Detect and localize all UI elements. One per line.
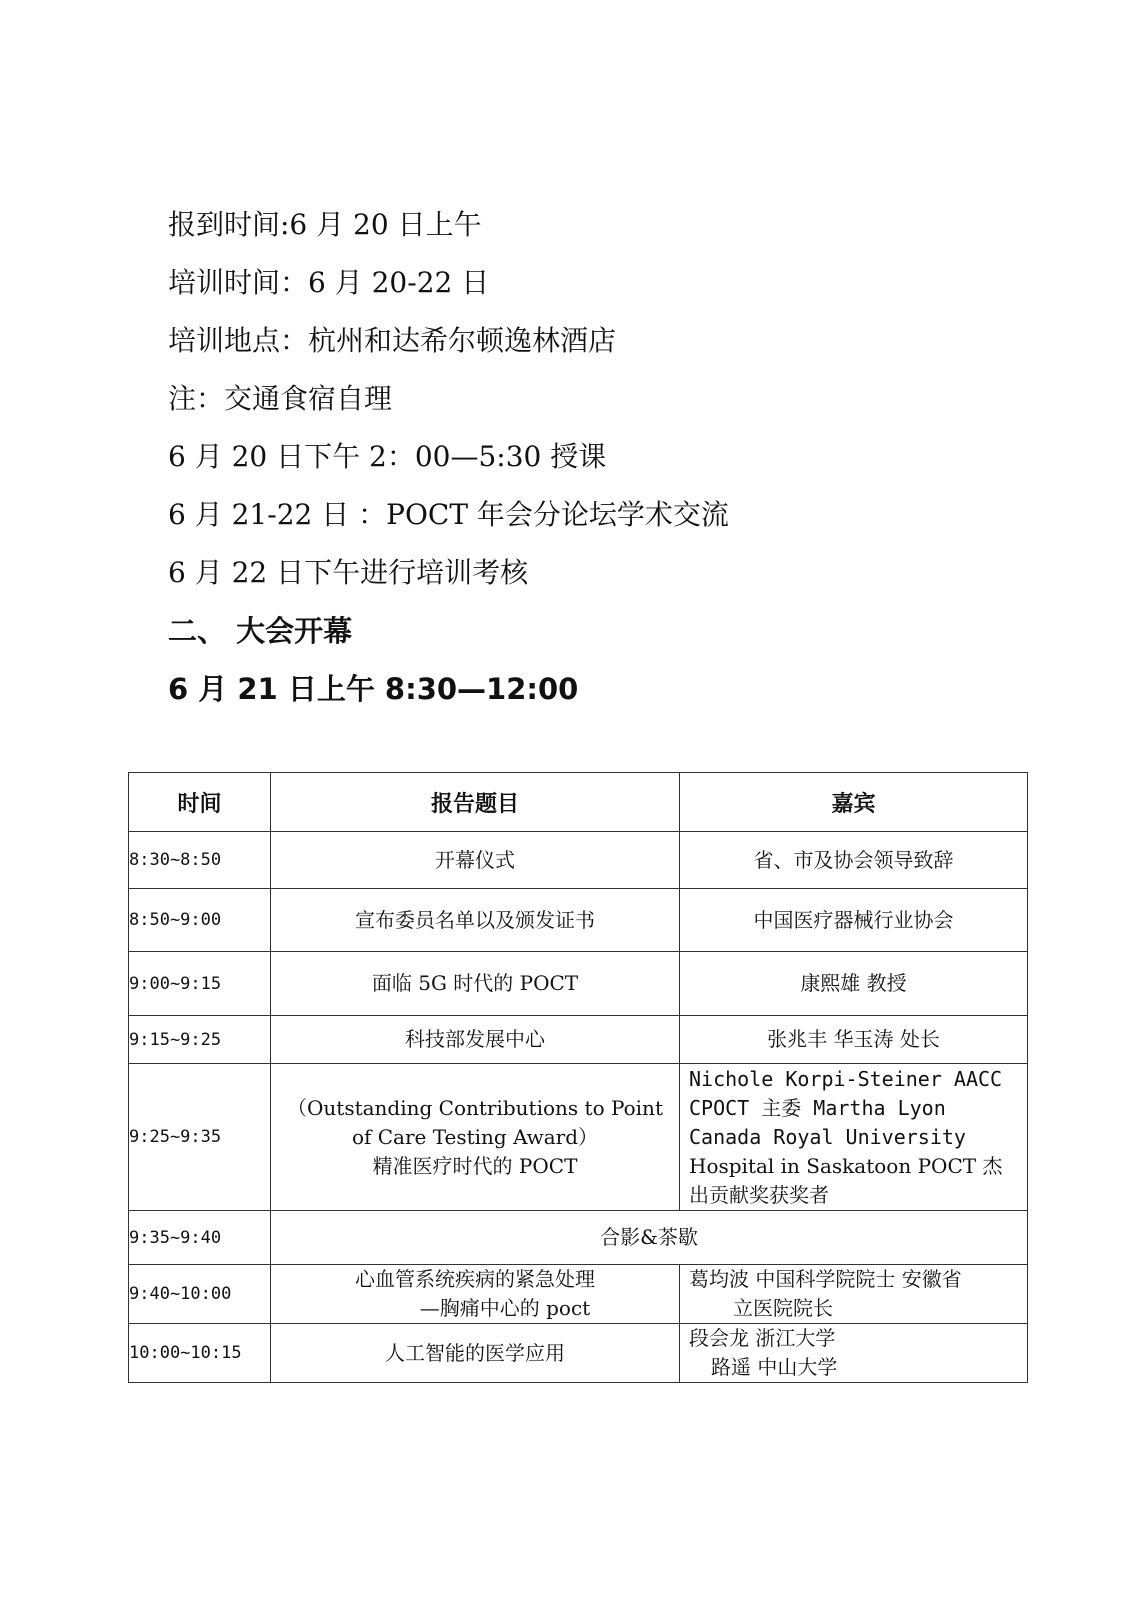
header-topic: 报告题目: [271, 773, 680, 832]
row-time: 10:00~10:15: [129, 1324, 271, 1383]
table-row: [129, 889, 1028, 952]
row-guest: 康熙雄 教授: [680, 952, 1028, 1016]
table-row: [129, 1265, 1028, 1324]
row-topic: 心血管系统疾病的紧急处理 —胸痛中心的 poct: [271, 1265, 680, 1324]
row-merged: 合影&茶歇: [271, 1211, 1028, 1265]
row-topic: 开幕仪式: [271, 832, 680, 889]
assessment-time: 6 月 22 日下午进行培训考核: [168, 556, 529, 589]
row-time: 9:35~9:40: [129, 1211, 271, 1265]
row-time: 9:40~10:00: [129, 1265, 271, 1324]
row-time: 9:00~9:15: [129, 952, 271, 1016]
row-time: 9:25~9:35: [129, 1064, 271, 1211]
table-row: [129, 1016, 1028, 1064]
section-heading: 二、 大会开幕: [168, 614, 353, 648]
table-row: [129, 952, 1028, 1016]
row-guest: 省、市及协会领导致辞: [680, 832, 1028, 889]
row-guest: Nichole Korpi-Steiner AACC CPOCT 主委 Martha Lyon Canada Royal University Hospital in Saskatoon POCT 杰 出贡献奖获奖者: [680, 1064, 1028, 1211]
row-time: 8:50~9:00: [129, 889, 271, 952]
header-time: 时间: [129, 773, 271, 832]
row-topic: （Outstanding Contributions to Point of Care Testing Award） 精准医疗时代的 POCT: [271, 1064, 680, 1211]
row-topic: 宣布委员名单以及颁发证书: [271, 889, 680, 952]
training-location: 培训地点：杭州和达希尔顿逸林酒店: [168, 324, 617, 357]
schedule-table: [128, 772, 1028, 1383]
row-guest: 中国医疗器械行业协会: [680, 889, 1028, 952]
row-topic: 科技部发展中心: [271, 1016, 680, 1064]
forum-time: 6 月 21-22 日 ：POCT 年会分论坛学术交流: [168, 498, 729, 531]
table-row: [129, 1324, 1028, 1383]
table-row: [129, 1211, 1028, 1265]
row-time: 9:15~9:25: [129, 1016, 271, 1064]
row-guest: 葛均波 中国科学院院士 安徽省 立医院院长: [680, 1265, 1028, 1324]
table-row: [129, 1064, 1028, 1211]
registration-time: 报到时间:6 月 20 日上午: [168, 208, 482, 241]
info-block: [168, 196, 729, 718]
header-guest: 嘉宾: [680, 773, 1028, 832]
training-time: 培训时间：6 月 20-22 日: [168, 266, 490, 299]
lecture-time: 6 月 20 日下午 2：00—5:30 授课: [168, 440, 607, 473]
section-time: 6 月 21 日上午 8:30—12:00: [168, 672, 579, 706]
row-guest: 张兆丰 华玉涛 处长: [680, 1016, 1028, 1064]
note-line: 注：交通食宿自理: [168, 382, 393, 415]
row-time: 8:30~8:50: [129, 832, 271, 889]
row-topic: 人工智能的医学应用: [271, 1324, 680, 1383]
table-header-row: [129, 773, 1028, 832]
row-topic: 面临 5G 时代的 POCT: [271, 952, 680, 1016]
table-row: [129, 832, 1028, 889]
row-guest: 段会龙 浙江大学 路遥 中山大学: [680, 1324, 1028, 1383]
